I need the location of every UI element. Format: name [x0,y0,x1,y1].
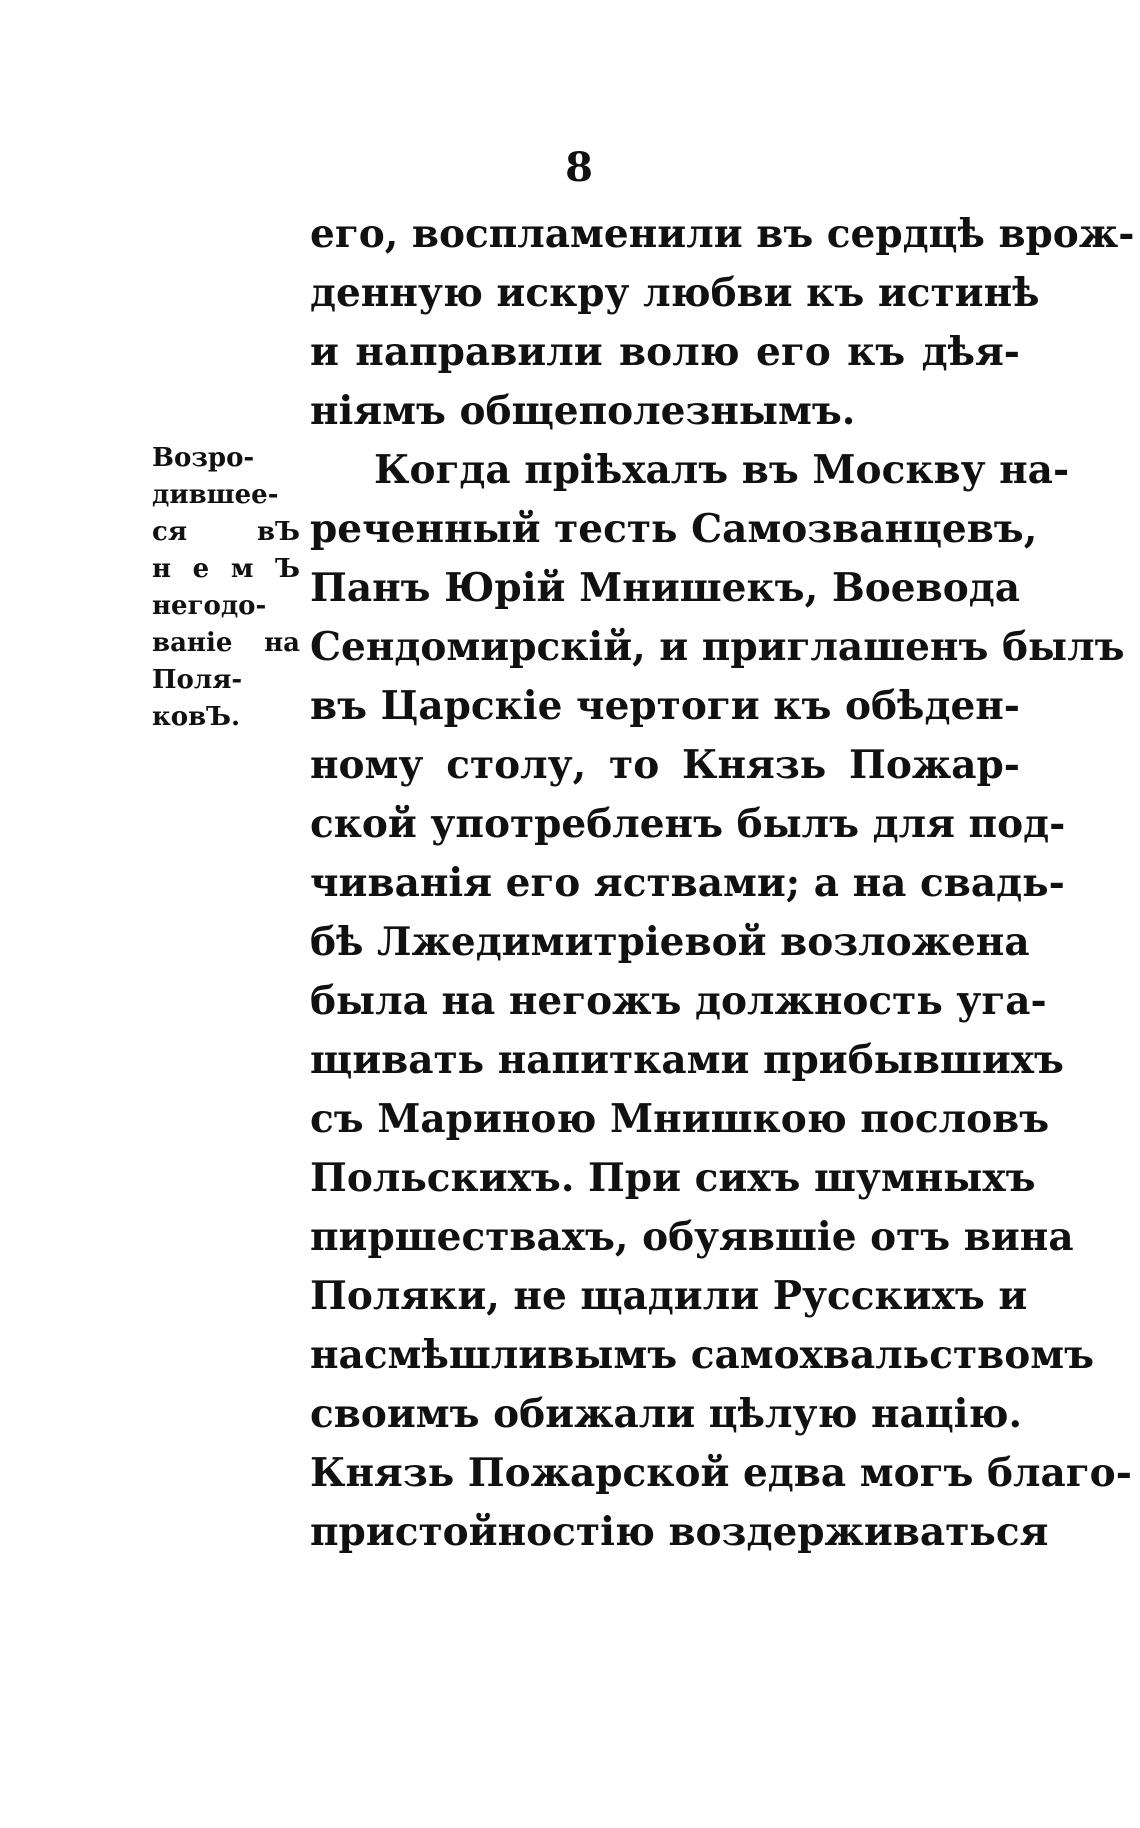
text-line: Когда пріѣхалъ въ Москву на- [374,447,1070,493]
text-line: реченный тесть Самозванцевъ, [310,506,1038,552]
text-line: Панъ Юрій Мнишекъ, Воевода [310,565,1020,611]
text-line: щивать напитками прибывшихъ [310,1037,1064,1083]
text-line: съ Мариною Мнишкою пословъ [310,1096,1050,1142]
text-line: и направили волю его къ дѣя- [310,329,1020,375]
marginal-note-line: ковЪ. [152,702,241,732]
text-line: насмѣшливымъ самохвальствомъ [310,1332,1095,1378]
text-line: ному столу, то Князь Пожар- [310,742,1020,788]
text-line: пиршествахъ, обуявшіе отъ вина [310,1214,1074,1260]
text-line: своимъ обижали цѣлую націю. [310,1391,1023,1437]
marginal-note-line: негодо- [152,591,267,621]
marginal-note-line: ся вЪ [152,517,300,547]
marginal-note-line: дившее- [152,480,279,510]
text-line: чиванія его яствами; а на свадь- [310,860,1065,906]
text-line: Сендомирскій, и приглашенъ былъ [310,624,1125,670]
marginal-note-line: ваніе на [152,628,300,658]
text-line: Князь Пожарской едва могъ благо- [310,1450,1132,1496]
marginal-note-line: Возро- [152,443,255,473]
text-line: Поляки, не щадили Русскихъ и [310,1273,1028,1319]
page-number: 8 [565,144,593,191]
marginal-note [152,440,300,736]
marginal-note-line: Поля- [152,665,243,695]
marginal-note-line: н е м Ъ [152,554,300,584]
main-text [310,205,1135,1562]
text-line: ніямъ общеполезнымъ. [310,388,856,434]
text-line: денную искру любви къ истинѣ [310,270,1040,316]
text-line: ской употребленъ былъ для под- [310,801,1066,847]
text-line: пристойностію воздерживаться [310,1509,1049,1555]
text-line: была на негожъ должность уга- [310,978,1047,1024]
text-line: въ Царскіе чертоги къ обѣден- [310,683,1020,729]
text-line: его, воспламенили въ сердцѣ врож- [310,211,1135,257]
text-line: бѣ Лжедимитріевой возложена [310,919,1030,965]
text-line: Польскихъ. При сихъ шумныхъ [310,1155,1036,1201]
